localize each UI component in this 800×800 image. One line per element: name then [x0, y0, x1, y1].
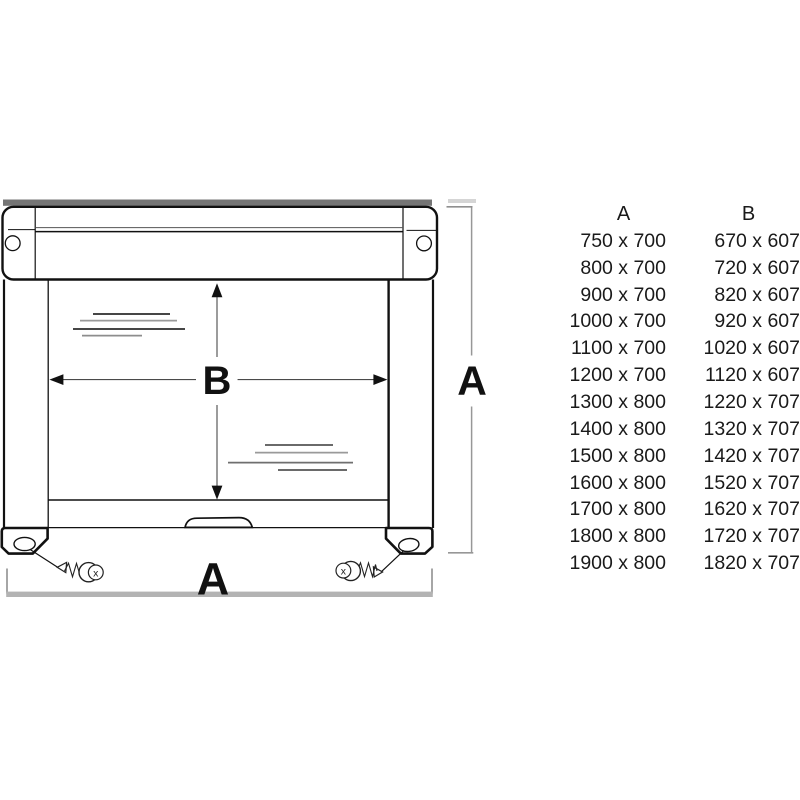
right-leader-line: [380, 551, 404, 573]
size-b-cell: 720 x 607: [714, 256, 800, 279]
size-b-cell: 1020 x 607: [703, 337, 800, 360]
end-cap-screw-hole-left: [5, 236, 20, 251]
size-a-cell: 1500 x 800: [569, 444, 666, 467]
size-table-rows: [560, 228, 800, 577]
size-b-cell: 1720 x 707: [703, 525, 800, 548]
screw-icon-right: [336, 561, 383, 580]
table-row: [560, 228, 800, 255]
size-a-cell: 1100 x 700: [570, 337, 666, 360]
table-row: [560, 550, 800, 577]
col-b-header: B: [741, 202, 756, 225]
size-a-cell: 1800 x 800: [569, 525, 666, 548]
size-a-cell: 1900 x 800: [569, 552, 666, 575]
arrowhead-up: [212, 283, 223, 297]
left-leader-line: [31, 550, 58, 567]
wall-profile-bar: [3, 200, 432, 206]
arrowhead-right: [373, 374, 387, 385]
screw-cross-mark-left: x: [93, 567, 99, 580]
end-cap-screw-hole-right: [417, 236, 432, 251]
table-row: [560, 389, 800, 416]
table-row: [560, 255, 800, 282]
size-b-cell: 1320 x 707: [703, 417, 800, 440]
table-row: [560, 496, 800, 523]
size-a-cell: 1200 x 700: [569, 364, 666, 387]
size-a-cell: 1300 x 800: [569, 390, 666, 413]
table-row: [560, 362, 800, 389]
size-a-cell: 1400 x 800: [569, 417, 666, 440]
table-row: [560, 335, 800, 362]
table-row: [560, 470, 800, 497]
size-a-cell: 1700 x 800: [569, 498, 666, 521]
size-b-cell: 670 x 607: [714, 229, 800, 252]
table-row: [560, 523, 800, 550]
size-b-cell: 1420 x 707: [703, 444, 800, 467]
dimension-b-label: B: [197, 357, 238, 405]
screw-cross-mark-right: x: [340, 565, 347, 578]
handle: [185, 518, 252, 528]
arrowhead-down: [212, 486, 223, 500]
size-table: [560, 200, 800, 577]
size-b-cell: 1220 x 707: [703, 390, 800, 413]
size-b-cell: 820 x 607: [714, 283, 800, 306]
size-a-cell: 1000 x 700: [569, 310, 666, 333]
size-b-cell: 1820 x 707: [703, 552, 800, 575]
table-row: [560, 309, 800, 336]
col-a-header: A: [616, 202, 631, 225]
size-a-cell: 900 x 700: [580, 283, 666, 306]
size-table-header: [560, 200, 800, 228]
size-b-cell: 1120 x 607: [704, 364, 800, 387]
size-a-cell: 750 x 700: [580, 229, 666, 252]
size-b-cell: 1520 x 707: [703, 471, 800, 494]
screw-icon-left: [57, 562, 103, 581]
table-row: [560, 416, 800, 443]
left-fixing-hole: [14, 537, 35, 550]
table-row: [560, 443, 800, 470]
table-row: [560, 282, 800, 309]
head-rail: [3, 207, 438, 280]
dimension-a-side-label: A: [454, 356, 490, 407]
size-b-cell: 1620 x 707: [703, 498, 800, 521]
size-a-cell: 1600 x 800: [569, 471, 666, 494]
size-a-cell: 800 x 700: [580, 256, 666, 279]
dimension-a-bottom-label: A: [196, 553, 230, 605]
arrowhead-left: [49, 374, 63, 385]
size-b-cell: 920 x 607: [714, 310, 800, 333]
